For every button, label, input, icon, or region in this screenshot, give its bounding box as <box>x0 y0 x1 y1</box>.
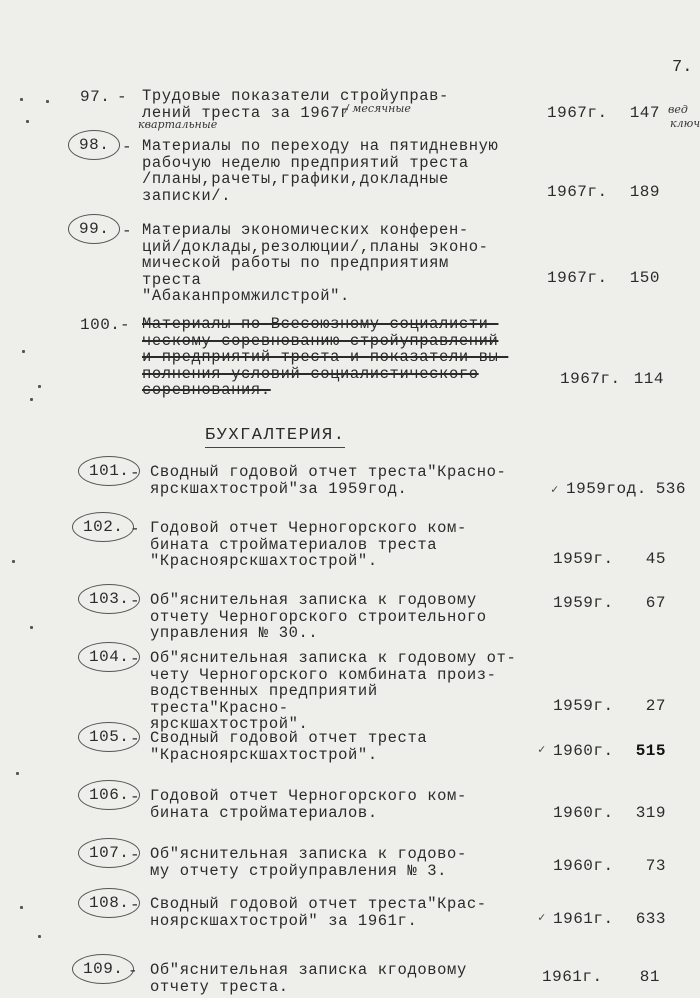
handwritten-note: ключ <box>670 117 700 130</box>
check-mark: ✓ <box>551 483 559 497</box>
entry-year: 1967г. <box>547 183 608 201</box>
handwritten-note: / месячные <box>345 102 411 115</box>
entry-number: 106. <box>78 780 140 810</box>
scan-mark <box>20 98 23 101</box>
entry-title: Сводный годовой отчет треста"Красно- ярскшахтострой"за 1959год. <box>150 463 507 498</box>
entry-title: Об"яснительная записка кгодовому отчету треста. <box>150 961 467 996</box>
entry-number: 105. <box>78 722 140 752</box>
entry-count: 45 <box>645 550 666 568</box>
entry-number: 102. <box>72 512 134 542</box>
entry-dash: - <box>130 896 140 914</box>
entry-year: 1967г. <box>547 104 608 122</box>
entry-year: 1959г. <box>553 594 614 612</box>
entry-count: 67 <box>645 594 666 612</box>
entry-count: 189 <box>629 183 660 201</box>
entry-count: 81 <box>639 968 660 986</box>
page-number: 7. <box>672 58 693 77</box>
entry-year: 1961г. <box>542 968 603 986</box>
entry-count: 319 <box>635 804 666 822</box>
entry-dash: - <box>128 962 138 980</box>
scan-mark <box>38 935 41 938</box>
entry-number: 104. <box>78 642 140 672</box>
scan-mark <box>22 350 25 353</box>
entry-title: Годовой отчет Черногорского ком- бината стройматериалов треста "Красноярскшахтострой". <box>150 519 467 570</box>
entry-title: Об"яснительная записка к годовому от- чету Черногорского комбината произ- водственных предприятий треста"Красно- ярскшахтострой". <box>150 649 517 733</box>
entry-year: 1959г. <box>553 550 614 568</box>
entry-dash: - <box>130 650 140 668</box>
entry-count: 73 <box>645 857 666 875</box>
entry-title: Об"яснительная записка к годовому отчету Черногорского строительного управления № 30.. <box>150 591 487 642</box>
entry-year: 1960г. <box>553 742 614 760</box>
entry-title: Сводный годовой отчет треста "Красноярскшахтострой". <box>150 729 428 764</box>
entry-title: Трудовые показатели стройуправ- лений треста за 1967г <box>142 87 449 122</box>
handwritten-note: вед <box>668 103 688 116</box>
entry-title: Об"яснительная записка к годово- му отчету стройуправления № 3. <box>150 845 467 880</box>
entry-dash: - <box>120 316 130 334</box>
scan-mark <box>30 398 33 401</box>
entry-year: 1961г. <box>553 910 614 928</box>
scan-mark <box>16 772 19 775</box>
entry-dash: - <box>130 788 140 806</box>
entry-number: 97. <box>80 88 111 106</box>
scan-mark <box>12 560 15 563</box>
check-mark: ✓ <box>538 911 546 925</box>
entry-number: 109. <box>72 954 134 984</box>
entry-title: Материалы экономических конферен- ций/доклады,резолюции/,планы эконо- мической работы по предприятиям треста "Абаканпромжилстрой". <box>142 221 489 305</box>
entry-number: 101. <box>78 456 140 486</box>
entry-number: 100. <box>80 316 121 334</box>
entry-dash: - <box>130 592 140 610</box>
entry-title: Материалы по Всесоюзному социалисти- ческому соревнованию стройуправлений и предприятий треста и показатели вы- полнения условий социалистического соревнования. <box>142 315 509 399</box>
entry-number: 98. <box>68 130 120 160</box>
entry-dash: - <box>130 464 140 482</box>
entry-dash: - <box>130 846 140 864</box>
entry-count: 633 <box>635 910 666 928</box>
scan-mark <box>38 385 41 388</box>
entry-year: 1960г. <box>553 857 614 875</box>
entry-number: 108. <box>78 888 140 918</box>
entry-count: 536 <box>655 480 686 498</box>
entry-dash: - <box>122 222 132 240</box>
entry-count: 515 <box>635 742 666 760</box>
scan-mark <box>26 120 29 123</box>
entry-title: Материалы по переходу на пятидневную рабочую неделю предприятий треста /планы,рачеты,графики,докладные записки/. <box>142 137 499 205</box>
entry-dash: - <box>130 520 140 538</box>
entry-number: 107. <box>78 838 140 868</box>
entry-title: Годовой отчет Черногорского ком- бината стройматериалов. <box>150 787 467 822</box>
entry-count: 114 <box>633 370 664 388</box>
scan-mark <box>20 906 23 909</box>
entry-number: 99. <box>68 214 120 244</box>
entry-year: 1959г. <box>553 697 614 715</box>
entry-year: 1959год. <box>566 480 647 498</box>
entry-dash: - <box>130 730 140 748</box>
scan-mark <box>46 100 49 103</box>
entry-year: 1967г. <box>547 269 608 287</box>
entry-title: Сводный годовой отчет треста"Крас- ноярскшахтострой" за 1961г. <box>150 895 487 930</box>
entry-dash: - <box>122 138 132 156</box>
entry-year: 1967г. <box>560 370 621 388</box>
section-heading: БУХГАЛТЕРИЯ. <box>205 426 345 448</box>
entry-count: 147 <box>629 104 660 122</box>
entry-count: 27 <box>645 697 666 715</box>
scan-mark <box>30 626 33 629</box>
check-mark: ✓ <box>538 743 546 757</box>
entry-count: 150 <box>629 269 660 287</box>
handwritten-note: квартальные <box>138 118 218 131</box>
entry-year: 1960г. <box>553 804 614 822</box>
entry-dash: - <box>117 88 127 106</box>
entry-number: 103. <box>78 584 140 614</box>
